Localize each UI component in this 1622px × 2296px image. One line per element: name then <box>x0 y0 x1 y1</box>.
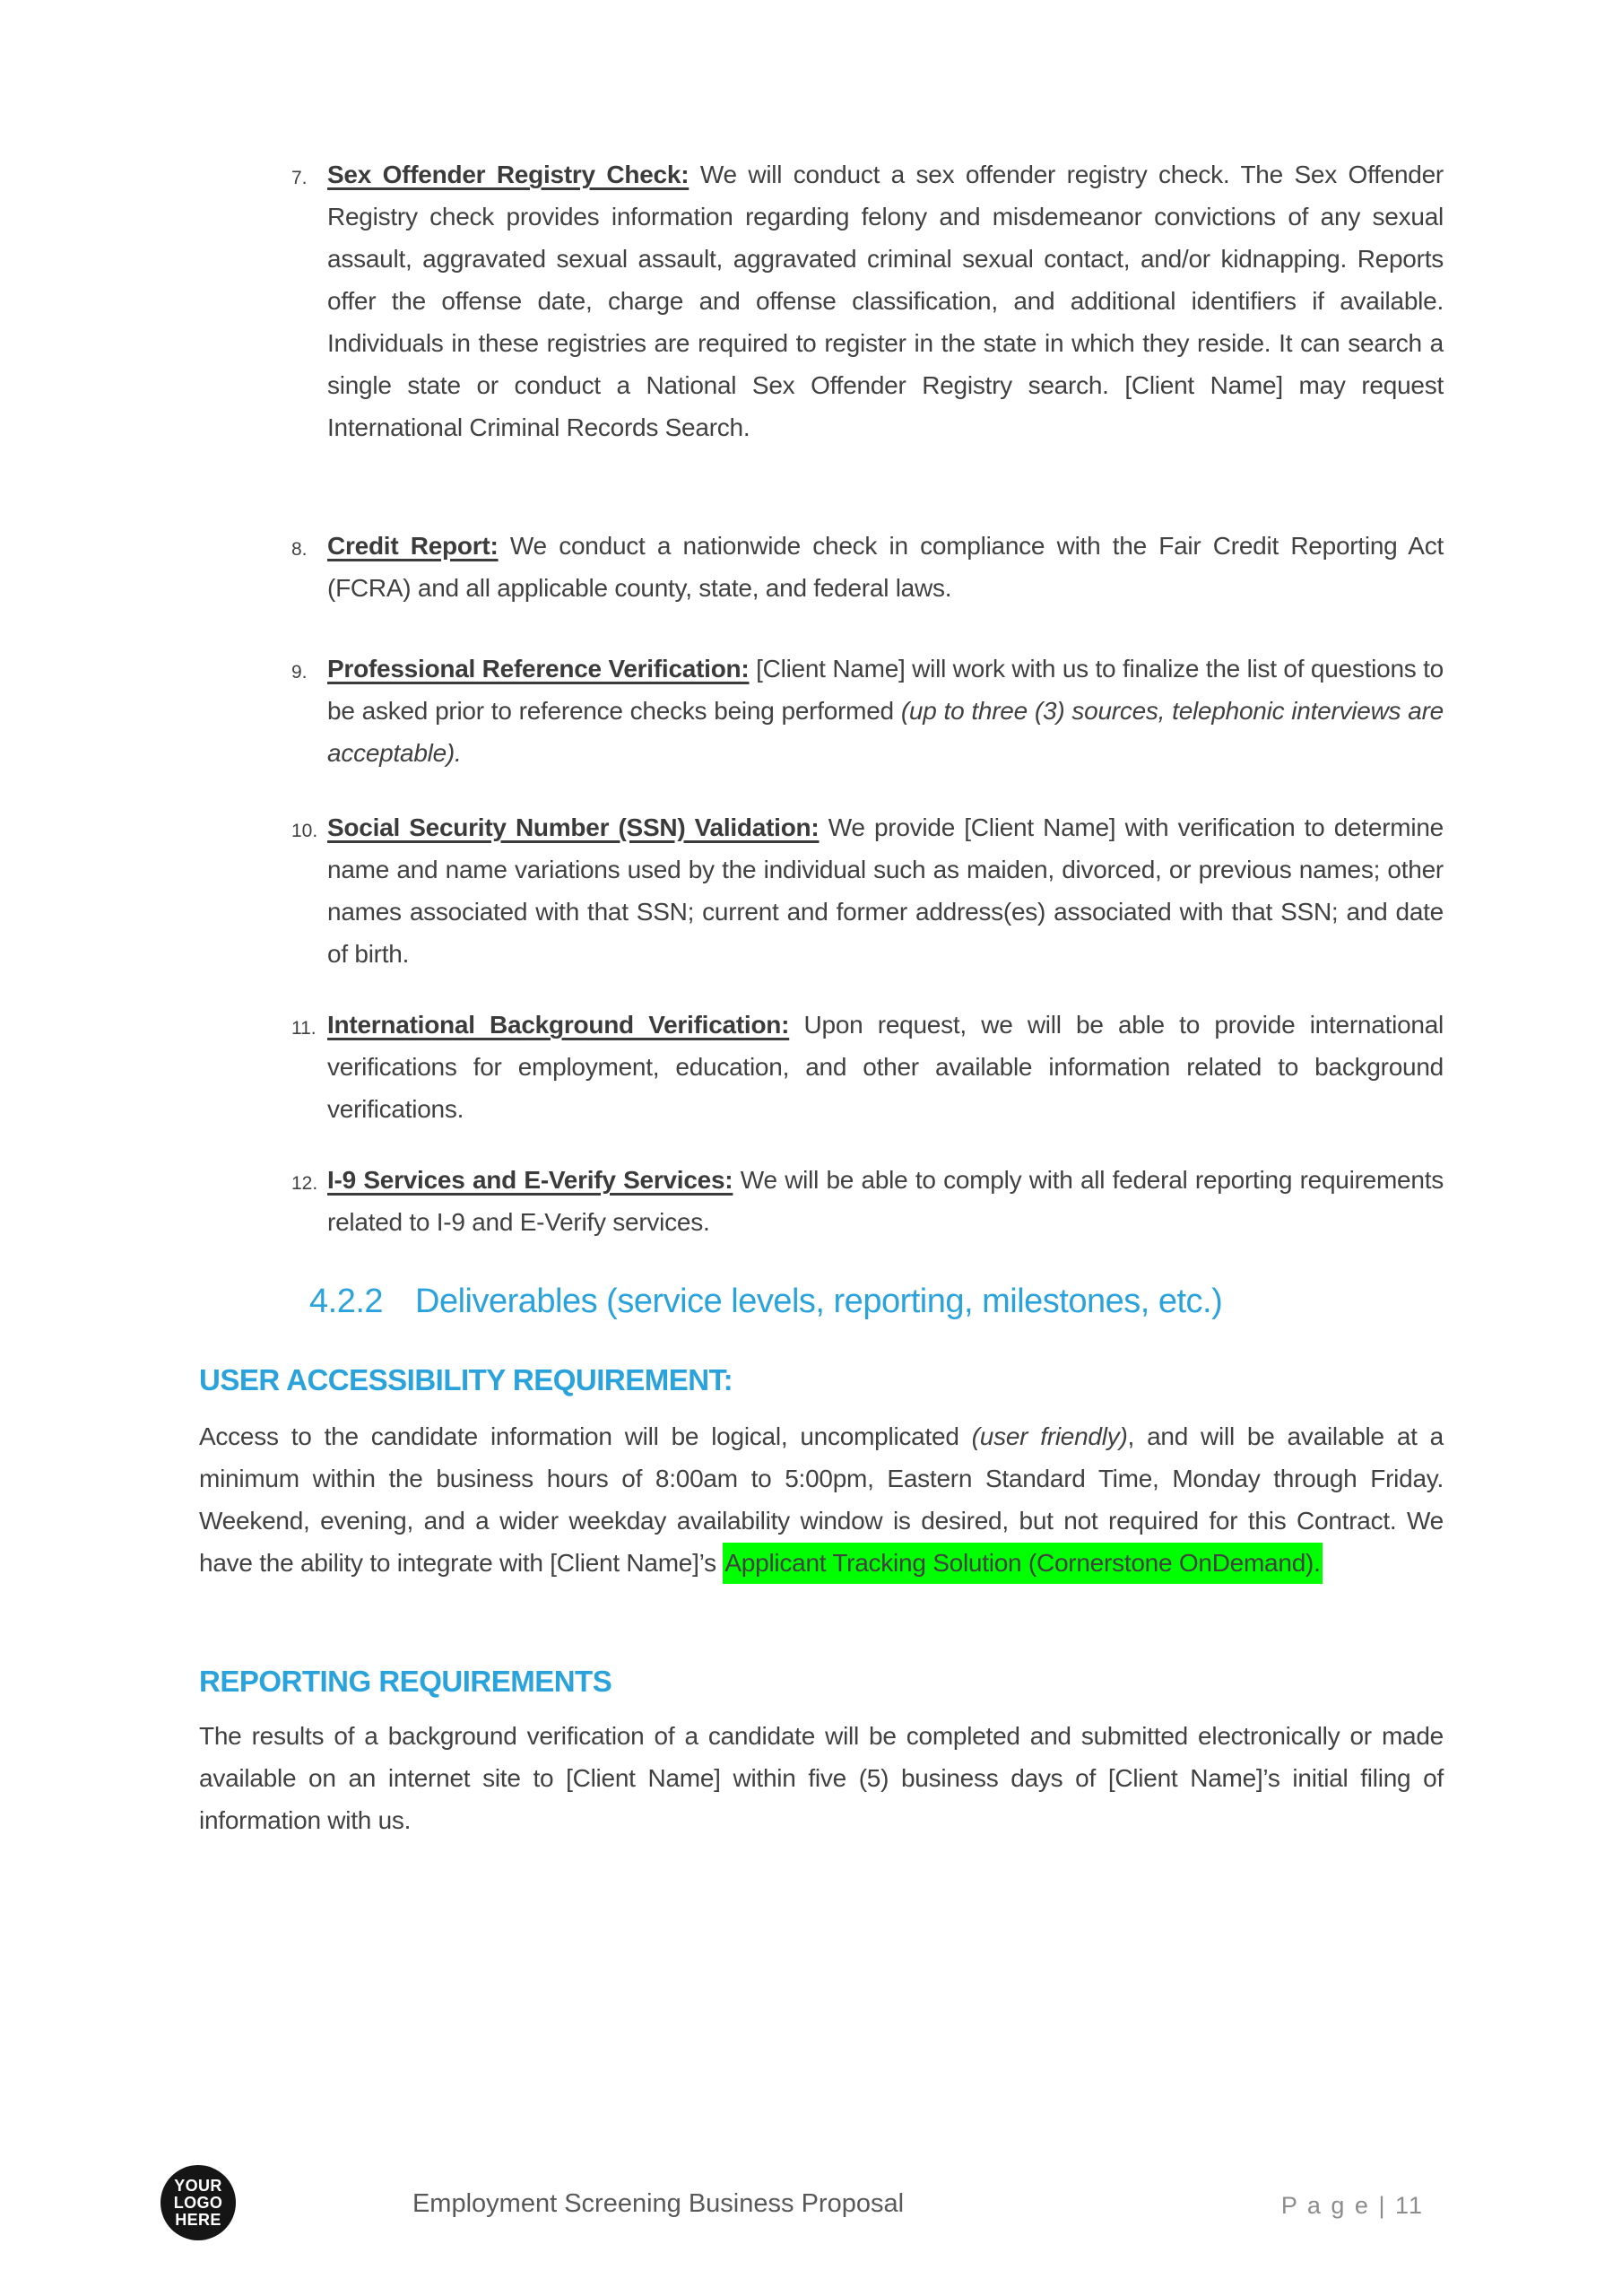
section-number: 4.2.2 <box>309 1283 384 1320</box>
list-item-8 <box>199 525 1444 609</box>
page-number: P a g e | 11 <box>1280 2192 1424 2219</box>
list-item-9 <box>199 648 1444 774</box>
list-item-12-label: I-9 Services and E-Verify Services: <box>327 1166 733 1194</box>
list-item-11 <box>199 1004 1444 1130</box>
list-item-8-text <box>199 525 1444 609</box>
list-item-7 <box>199 153 1444 448</box>
section-title: Deliverables (service levels, reporting, milestones, etc.) <box>415 1283 1223 1320</box>
list-item-9-body: [Client Name] will work with us to finalize the list of questions to be asked prior to reference checks being performed <box>327 655 1444 725</box>
list-item-8-number: 8. <box>291 539 308 560</box>
highlighted-text: Applicant Tracking Solution (Cornerstone OnDemand). <box>723 1543 1322 1584</box>
list-item-11-label: International Background Verification: <box>327 1011 790 1039</box>
reporting-paragraph: The results of a background verification of a candidate will be completed and submitted electronically or made available on an internet site to [Client Name] within five (5) business days of [Client Name]’s initial filing of information with us. <box>199 1722 1444 1834</box>
list-item-9-italic: (up to three (3) sources, telephonic interviews are acceptable). <box>327 697 1444 767</box>
logo-line-2: LOGO <box>173 2193 223 2212</box>
logo-line-1: YOUR <box>174 2176 222 2195</box>
list-item-11-number: 11. <box>291 1018 317 1039</box>
list-item-10-body: We provide [Client Name] with verification to determine name and name variations used by the individual such as maiden, divorced, or previous names; other names associated with that SSN; current and former address(es) associated with that SSN; and date of birth. <box>327 813 1444 968</box>
list-item-10 <box>199 806 1444 975</box>
footer-title: Employment Screening Business Proposal <box>412 2189 905 2218</box>
list-item-7-body: We will conduct a sex offender registry check. The Sex Offender Registry check provides information regarding felony and misdemeanor convictions of any sexual assault, aggravated sexual assault, aggravated criminal sexual contact, and/or kidnapping. Reports offer the offense date, charge and offense classification, and additional identifiers if available. Individuals in these registries are required to register in the state in which they reside. It can search a single state or conduct a National Sex Offender Registry search. [Client Name] may request International Criminal Records Search. <box>327 161 1444 441</box>
list-item-11-text <box>199 1004 1444 1130</box>
paragraph-body: , and will be available at a minimum within the business hours of 8:00am to 5:00pm, Eastern Standard Time, Monday through Friday. Weekend, evening, and a wider weekday availability window is desired, but not required for this Contract. We have the ability to integrate with [Client Name]’s <box>199 1422 1444 1577</box>
list-item-9-number: 9. <box>291 662 308 683</box>
page-content <box>199 0 1444 2296</box>
list-item-10-number: 10. <box>291 821 318 841</box>
list-item-10-text <box>199 806 1444 975</box>
reporting-requirements-heading: REPORTING REQUIREMENTS <box>199 1665 612 1698</box>
list-item-12 <box>199 1159 1444 1243</box>
list-item-11-body: Upon request, we will be able to provide international verifications for employment, education, and other available information related to background verifications. <box>327 1011 1444 1123</box>
paragraph-italic: (user friendly) <box>971 1422 1128 1450</box>
list-item-9-label: Professional Reference Verification: <box>327 655 750 683</box>
list-item-8-label: Credit Report: <box>327 532 499 560</box>
list-item-8-body: We conduct a nationwide check in compliance with the Fair Credit Reporting Act (FCRA) and all applicable county, state, and federal laws. <box>327 532 1444 602</box>
paragraph-lead: Access to the candidate information will be logical, uncomplicated <box>199 1422 972 1450</box>
list-item-7-text <box>199 153 1444 448</box>
list-item-7-label: Sex Offender Registry Check: <box>327 161 690 188</box>
list-item-9-text <box>199 648 1444 774</box>
list-item-10-label: Social Security Number (SSN) Validation: <box>327 813 820 841</box>
user-accessibility-paragraph <box>199 1415 1444 1584</box>
section-heading-4-2-2 <box>309 1280 1222 1323</box>
list-item-12-text <box>199 1159 1444 1243</box>
list-item-12-body: We will be able to comply with all federal reporting requirements related to I-9 and E-Verify services. <box>327 1166 1444 1236</box>
list-item-7-number: 7. <box>291 168 308 188</box>
user-accessibility-heading: USER ACCESSIBILITY REQUIREMENT: <box>199 1363 733 1396</box>
logo-placeholder <box>160 2165 236 2240</box>
list-item-12-number: 12. <box>291 1173 318 1194</box>
logo-line-3: HERE <box>175 2210 221 2229</box>
